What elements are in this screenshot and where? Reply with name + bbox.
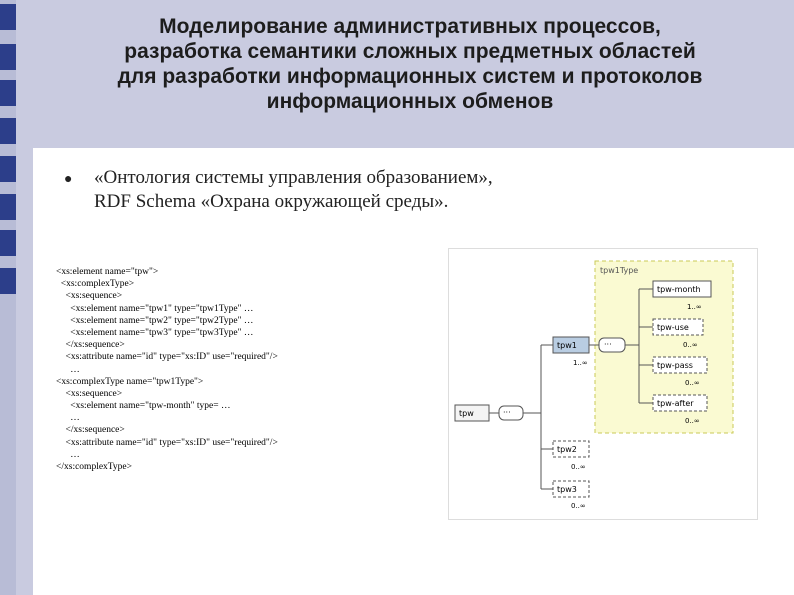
code-line: …	[56, 449, 80, 460]
bullet-line: «Онтология системы управления образованием»,	[94, 167, 493, 188]
cardinality-label: 0..∞	[683, 341, 698, 349]
code-line: <xs:complexType>	[56, 279, 135, 290]
code-line: <xs:element name="tpw">	[56, 267, 159, 277]
code-line: <xs:element name="tpw-month" type= …	[56, 401, 231, 412]
cardinality-label: 0..∞	[685, 379, 700, 387]
code-line: …	[56, 364, 80, 375]
cardinality-label: 0..∞	[571, 502, 586, 510]
code-line: </xs:sequence>	[56, 340, 125, 351]
code-line: </xs:complexType>	[56, 462, 133, 472]
code-line: <xs:element name="tpw3" type="tpw3Type" …	[56, 327, 254, 338]
cardinality-label: 0..∞	[685, 417, 700, 425]
child-label: tpw3	[557, 485, 577, 494]
code-line: <xs:sequence>	[56, 291, 123, 302]
code-line: <xs:sequence>	[56, 388, 123, 399]
title-line: информационных обменов	[266, 90, 554, 113]
bullet-item	[94, 166, 493, 214]
sequence-dots: ···	[503, 408, 511, 417]
root-label: tpw	[459, 409, 474, 418]
xsd-code-block	[56, 266, 278, 473]
code-line: <xs:element name="tpw1" type="tpw1Type" …	[56, 303, 254, 314]
group-item-label: tpw-use	[657, 323, 689, 332]
schema-diagram-svg	[449, 249, 757, 519]
code-line: </xs:sequence>	[56, 425, 125, 436]
left-stripes	[0, 0, 16, 595]
sequence-dots: ···	[604, 340, 612, 349]
slide-title	[40, 14, 780, 114]
bullet-line: RDF Schema «Охрана окружающей среды».	[94, 191, 449, 212]
cardinality-label: 0..∞	[571, 463, 586, 471]
code-line: <xs:attribute name="id" type="xs:ID" use="required"/>	[56, 352, 278, 363]
cardinality-label: 1..∞	[687, 303, 702, 311]
code-line: …	[56, 413, 80, 424]
group-item-label: tpw-pass	[657, 361, 693, 370]
code-line: <xs:attribute name="id" type="xs:ID" use="required"/>	[56, 437, 278, 448]
group-item-label: tpw-after	[657, 399, 694, 408]
title-line: для разработки информационных систем и протоколов	[117, 65, 703, 88]
schema-diagram	[448, 248, 758, 520]
sequence-compositor	[599, 338, 625, 352]
bullet-dot-icon: ●	[64, 172, 73, 187]
group-label: tpw1Type	[600, 266, 639, 275]
child-label: tpw1	[557, 341, 577, 350]
code-line: <xs:complexType name="tpw1Type">	[56, 376, 204, 387]
child-label: tpw2	[557, 445, 577, 454]
cardinality-label: 1..∞	[573, 359, 588, 367]
title-line: Моделирование административных процессов,	[159, 15, 661, 38]
code-line: <xs:element name="tpw2" type="tpw2Type" …	[56, 315, 254, 326]
group-item-label: tpw-month	[657, 285, 701, 294]
title-line: разработка семантики сложных предметных областей	[124, 40, 696, 63]
